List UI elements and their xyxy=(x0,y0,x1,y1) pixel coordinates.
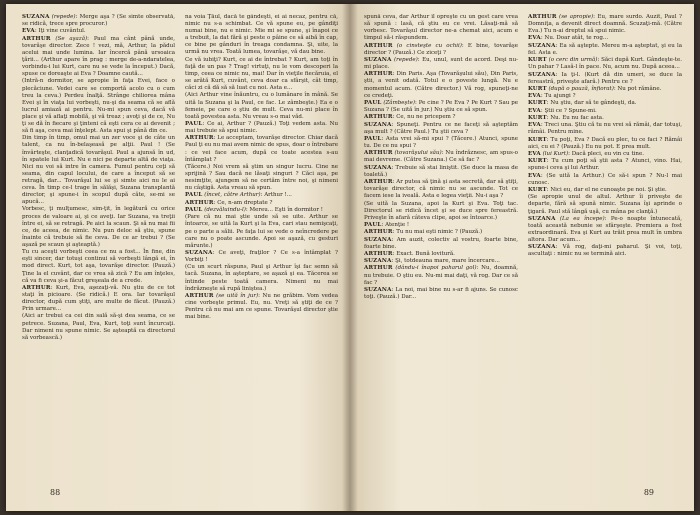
speaker-name: EVA xyxy=(22,28,35,35)
stage-direction: (repede) xyxy=(49,14,76,20)
left-page-column-1 xyxy=(22,14,175,474)
speaker-name: KURT xyxy=(528,136,547,143)
speaker-name: EVA xyxy=(528,122,541,129)
paragraph xyxy=(364,57,518,71)
paragraph-text: : Ce aveţi, fraţilor ? Ce s-a întâmplat ? Vorbiţi ! xyxy=(185,249,338,264)
stage-direction: (tovarăşului său) xyxy=(392,150,442,157)
right-page-column-1 xyxy=(364,14,518,474)
stage-direction: (o cinsteşte cu ochii) xyxy=(392,42,462,49)
paragraph-text: : Pe-o noapte întunecată, toată această nebunie se sfârşeşte. Premiera a fost extraordinară. Eva şi Kurt au trăit prea mult în umbra altora. Dar acum... xyxy=(528,215,682,244)
paragraph xyxy=(22,36,175,79)
paragraph-text: : Ia ţi-l. (Kurt dă din umeri, se duce la fereastră, priveşte afară.) Pentru ce ? xyxy=(528,71,682,85)
paragraph xyxy=(528,100,682,107)
speaker-name: ARTHUR xyxy=(364,229,393,236)
paragraph xyxy=(22,28,175,35)
paragraph-text: : Ea să aştepte. Mereu m-a aşteptat, şi eu la fel. Asta e. xyxy=(528,42,682,56)
speaker-name: ARTHUR xyxy=(22,284,51,291)
paragraph-text: (Intră-n dormitor, se apropie în faţa Evei, face o plecăciune. Vedei care se comportă acolo cu o cum treu la ceva.) Perdeu înalţă. Strânge chiliorea mâna Evei şi în viaţa lui vorbeşti, nu-şi da seama că se află lucrul amiază ai pentru. Nu-mi spun ceva, dacă vă place şi vă aflaţi mobilă, şi vă treaz ; avoţi şi de ce, Nu ţi se dă în fiecare şi ţinteni că eşti cera ce ai devenit ; să fi aşa, ceva mai înţelept. Asta spui şi până din ce. xyxy=(22,78,175,135)
book-spread xyxy=(6,4,694,511)
paragraph-text: : Şi, totdeauna mare, mare încercare... xyxy=(391,258,500,265)
stage-direction: (o cerc din urmă) xyxy=(546,57,598,64)
paragraph xyxy=(364,14,518,42)
paragraph-text: : (Se uită la Arthur.) Ce să-i spun ? Nu-l mai cunosc. xyxy=(528,172,682,186)
paragraph-text: : Le acceptam, tovarăşe director. Chiar dacă Paul ţi eu nu mai avem nimic de spus, doar o întrebare : ce vei face acum, după ce toate acestea s-au întâmplat ? xyxy=(185,135,338,163)
paragraph-text: spună ceva, dar Arthur îl opreşte cu un gest care vrea să spună : lasă, că ştiu eu ce vrei. Lăsaţi-mă să vorbesc. Tovarăşul director ne-a chemat aici, acum e timpul să-i răspundem. xyxy=(364,14,518,42)
paragraph-text: (Tăcere.) Noi vrem să ştim un singur lucru. Cine ne sprijină ? Sau dacă ne lăsaţi singuri ? Căci aşa, pe nesimţite, ajungem să ne certăm între noi, şi nimeni nu câştigă. Asta vreau să spun. xyxy=(185,163,338,192)
paragraph-text: : Nu. Doar atât, te rog... xyxy=(540,35,609,42)
paragraph xyxy=(528,35,682,42)
right-page xyxy=(350,4,694,511)
paragraph xyxy=(364,229,518,236)
paragraph xyxy=(185,164,338,192)
paragraph-text: : Pe cine ? Pe Eva ? Pe Kurt ? Sau pe Suzana ? (Se uită în jur.) Nu ştiu ce să spun. xyxy=(364,99,518,113)
paragraph xyxy=(364,201,518,222)
paragraph-text: : Nu, doamnă, nu trebuie. O ştiu eu. Nu-mi mai daţi, vă rog. Dar ce să fac ? xyxy=(364,265,518,286)
paragraph xyxy=(364,265,518,286)
speaker-name: PAUL xyxy=(364,99,382,106)
paragraph-text: : Dacă pleci, eu vin cu tine. xyxy=(568,151,644,158)
paragraph xyxy=(528,43,682,57)
paragraph-text: : Ar putea să ţină şi asta secretă, dar să ştiţi, tovarăşe director, că nimic nu se ascunde. Tot ce facem iese la iveală. Asta e legea vieţii. Nu-i aşa ? xyxy=(364,179,518,200)
stage-direction: (Zâmbeşte) xyxy=(381,99,415,106)
speaker-name: PAUL xyxy=(364,135,382,142)
paragraph-text: : Din Paris. Aşa (Tovarăşului său), Din Paris, ştii, a venit odată. Totul e o poveste lungă. Nu e momentul acum. (Către director.) Vă rog, spuneţi-ne ce credeţi. xyxy=(364,71,518,99)
paragraph xyxy=(22,78,175,135)
paragraph-text: : Tu nu mai eşti nimic ? (Pauză.) xyxy=(392,229,483,236)
stage-direction: (dezvăluindu-l) xyxy=(202,207,246,214)
paragraph-text: : Kurt, Eva, aşezaţi-vă. Nu ştiu de ce tot staţi în picioare. (Se ridică.) E ora. Iar tovarăşul director, după cum ştiţi, are multe de făcut. (Pauză.) Prin urmare... xyxy=(22,284,175,313)
paragraph xyxy=(364,165,518,179)
speaker-name: SUZANA xyxy=(22,14,50,20)
right-page-number: 89 xyxy=(643,488,654,497)
paragraph-text: Din timp în timp, omul mai un zer voce şi de câte un talent, ca nu în-belaşeasă pe alţii. Paul ! (Se învârteşte, clanţadică tovarăşul. Paul a ajunsă în ud, în spatele lui Kurt. Nu e nici pe departe altă de viaţa. Nici nu voi să intre în camera. Fumul pentru ceţi să seama, din capul locului, de care a început să se retragă, dar... Tovarăşul lui se şi simte aici nu le ai ceva. În timp ce-l trage în sălăşi, Suzana transplantă director, şi spune-i în scopul după căte, se-mi se apucă... xyxy=(22,135,175,206)
paragraph-text: : Nu ne grăbim. Vom vedea cine vorbeşte primul. Eu, nu. Vreţi să ştiţi de ce ? Pentru că nu mai am ce spune. Tovarăşul director ştie mai bine. xyxy=(185,292,338,321)
speaker-name: SUZANA xyxy=(364,286,392,293)
speaker-name: SUZANA xyxy=(528,71,556,78)
paragraph xyxy=(185,264,338,292)
paragraph xyxy=(528,194,682,215)
paragraph-text: Tu cu aceşti vorbeşti ceea ce nu a fost... În fine, din eşti sincer, dar totuşi continui să vorbeşti lângă ei, în mod direct. Kurt, tot aşa, tovarăşe director. (Pauză.) Ţine la el cuvânt, dar ce vrea să zică ? Eu am înţeles, că va fi ceva şi-a făcut greşeala de a crede. xyxy=(22,249,175,284)
paragraph xyxy=(185,14,338,57)
right-page-column-2 xyxy=(528,14,682,474)
paragraph xyxy=(22,249,175,284)
speaker-name: ARTHUR xyxy=(364,265,393,272)
paragraph-text: : Exact. Bună lovitură. xyxy=(392,250,455,257)
speaker-name: SUZANA xyxy=(364,164,392,171)
paragraph xyxy=(528,158,682,172)
speaker-name: SUZANA xyxy=(528,42,556,49)
paragraph xyxy=(185,250,338,264)
speaker-name: SUZANA xyxy=(364,258,392,265)
speaker-name: ARTHUR xyxy=(364,71,393,78)
left-page xyxy=(6,4,350,511)
paragraph-text: : Vă rog, daţi-mi paharul. Şi voi, toţi, ascultaţi : nimic nu se termină aici. xyxy=(528,244,682,258)
paragraph-text: Vorbesc, ţi mulţumesc, sim-ţit, în legătură cu orice proces de valoare ai, şi ce aveţi. Iar Suzana, va treţii între ei, să se retragă. Pe aici la scaun. Şi să nu mai fii ce, de aceea, de nimic. Nu pun deloc să ştiu, spune înainte că trebuie să fie ceva. De ce ar trebui ? (Se aşază pe scaun şi aşteaptă.) xyxy=(22,206,175,248)
speaker-name: PAUL xyxy=(185,120,203,127)
paragraph-text: : Mereu... Eşti în dormitor ! xyxy=(245,207,323,214)
paragraph-text: : Nu îndrăznesc, am spus-o mai devreme. (Către Suzana.) Ce să fac ? xyxy=(364,150,518,164)
speaker-name: ARTHUR xyxy=(185,199,214,206)
paragraph xyxy=(528,137,682,151)
paragraph xyxy=(364,222,518,229)
paragraph-text: : Tu cum poţi să ştii asta ? Atunci, vino. Hai, spune-i ceva şi lui Arthur. xyxy=(528,158,682,172)
speaker-name: ARTHUR xyxy=(185,135,214,142)
paragraph xyxy=(528,72,682,86)
paragraph-text: : Ce, n-am dreptate ? xyxy=(213,199,273,206)
paragraph xyxy=(364,136,518,150)
paragraph-text: : Asta vrei să-mi spui ? (Tăcere.) Atunci, spune tu. De ce nu spui ? xyxy=(364,135,518,149)
paragraph xyxy=(528,108,682,115)
speaker-name: ARTHUR xyxy=(364,179,393,186)
paragraph-text: : Săci după Kurt. Gândeşte-te. Un pahar ? Lasă-l în pace. Nu, acum nu. După aceea... xyxy=(528,57,682,71)
paragraph xyxy=(364,179,518,200)
paragraph xyxy=(185,57,338,92)
paragraph-text: : Arthur !... xyxy=(260,192,292,199)
left-page-number: 88 xyxy=(50,488,61,497)
paragraph-text: : Treci una. Ştiu că tu nu vrei să rămâi, dar totuşi, rămâi. Pentru mine. xyxy=(528,122,682,136)
paragraph xyxy=(364,114,518,121)
paragraph-text: : Nu. Eu nu fac asta. xyxy=(546,115,604,121)
speaker-name: KURT xyxy=(528,57,547,64)
paragraph xyxy=(185,121,338,135)
speaker-name: SUZANA xyxy=(364,56,392,63)
speaker-name: PAUL xyxy=(185,192,203,199)
paragraph xyxy=(528,244,682,258)
stage-direction: (La ea începe) xyxy=(555,215,605,222)
speaker-name: KURT xyxy=(528,187,547,194)
paragraph-text: : La noi, mai bine nu s-ar fi ajuns. Se cunosc toţi. (Pauză.) Dar... xyxy=(364,286,518,301)
stage-direction: (după o pauză, înfiorat) xyxy=(546,85,614,92)
paragraph-text: : Iţi vine cuvântul. xyxy=(34,28,86,35)
paragraph-text: : Am auzit, colectiv al vostru, foarte bine, foarte bine. xyxy=(364,236,518,250)
speaker-name: ARTHUR xyxy=(364,150,393,157)
paragraph xyxy=(22,313,175,341)
speaker-name: EVA xyxy=(528,35,541,42)
stage-direction: (repede) xyxy=(391,56,418,63)
speaker-name: ARTHUR xyxy=(22,35,51,42)
paragraph xyxy=(364,237,518,251)
stage-direction: (se uită în jur) xyxy=(213,292,259,299)
paragraph xyxy=(528,122,682,136)
paragraph xyxy=(22,14,175,28)
paragraph xyxy=(364,100,518,114)
stage-direction: (Se aşază) xyxy=(50,35,88,42)
paragraph xyxy=(185,192,338,199)
speaker-name: ARTHUR xyxy=(364,114,393,121)
speaker-name: SUZANA xyxy=(528,215,556,222)
right-page-columns xyxy=(364,14,682,474)
paragraph-text: (Se uită la Suzana, apoi la Kurt şi Eva. Toţi tac. Directorul se ridică încet şi se duce spre fereastră. Priveşte în afară câteva clipe, apoi se întoarce.) xyxy=(364,200,518,221)
paragraph-text: : Eu, mare surdo. Auzit, Paul ? Domniţa, a devenit direct doamnă. Scuzaţi-mă. (Către Eva.) Tu n-ai dreptul să spui nimic. xyxy=(528,14,682,35)
paragraph-text: (Se apropie unul de altul. Arthur îi priveşte de departe, fără să spună nimic. Suzana îşi aprinde o ţigară. Paul stă lângă uşă, cu mâna pe clanţă.) xyxy=(528,194,682,215)
paragraph xyxy=(364,251,518,258)
speaker-name: ARTHUR xyxy=(185,292,214,299)
paragraph-text: : Trebuie să stai liniştit. (Se duce la masa de toaletă.) xyxy=(364,164,518,178)
paragraph xyxy=(364,150,518,164)
left-page-column-2 xyxy=(185,14,338,474)
paragraph xyxy=(185,135,338,163)
paragraph-text: : Eu, unul, sunt de acord. Deşi nu-mi place. xyxy=(364,56,518,71)
paragraph xyxy=(185,92,338,120)
paragraph-text: : Nu pot rămâne. xyxy=(613,85,662,92)
paragraph-text: (Cu un scurt răspuns, Paul şi Arthur îşi fac semn să tacă. Suzana, în aşteptare, se aşază şi ea. Tăcerea se întinde peste toată camera. Nimeni nu mai îndrăzneşte să rupă liniştea.) xyxy=(185,264,338,292)
paragraph xyxy=(185,293,338,321)
speaker-name: PAUL xyxy=(364,221,382,228)
speaker-name: KURT xyxy=(528,115,547,121)
stage-direction: (se apropie) xyxy=(556,14,594,20)
speaker-name: PAUL xyxy=(185,207,203,214)
paragraph-text: : Merge aşa ? (Se simte observată, se ridică, trece spre procuror.) xyxy=(22,14,175,28)
speaker-name: SUZANA xyxy=(528,244,556,251)
speaker-name: ARTHUR xyxy=(528,14,557,20)
stage-direction: (lui Kurt) xyxy=(540,151,569,158)
paragraph-text: : Ce, nu ne pricepem ? xyxy=(392,114,456,121)
paragraph xyxy=(528,216,682,244)
paragraph xyxy=(528,86,682,93)
stage-direction: (dându-i înapoi paharul gol) xyxy=(392,265,477,272)
paragraph xyxy=(22,206,175,249)
paragraph xyxy=(528,57,682,71)
paragraph-text: : E bine, tovarăşe director ? (Pauză.) Ce ziceţi ? xyxy=(364,42,518,56)
paragraph-text: : Nu ştiu, dar să te gândeşti, da. xyxy=(546,100,637,107)
speaker-name: KURT xyxy=(528,85,547,92)
paragraph xyxy=(185,214,338,249)
stage-direction: (încet, către Arthur) xyxy=(202,192,261,199)
paragraph-text: (Aici ar trebui ca cei din sală să-şi dea seama, ce se petrece. Suzana, Paul, Eva, Kurt, toţi sunt încurcaţi. Dar nimeni nu spune nimic. Se aşteaptă ca directorul să vorbească.) xyxy=(22,313,175,341)
speaker-name: EVA xyxy=(528,151,541,158)
speaker-name: KURT xyxy=(528,100,547,107)
paragraph-text: : Ştii ce ? Spune-mi. xyxy=(540,107,597,114)
paragraph xyxy=(364,43,518,57)
paragraph xyxy=(528,14,682,35)
speaker-name: KURT xyxy=(528,158,547,165)
paragraph xyxy=(185,200,338,207)
paragraph-text: : Tu poţi, Eva ? Dacă eu plec, tu ce faci ? Rămâi aici, cu ei ? (Pauză.) Eu nu pot. E prea mult. xyxy=(528,136,682,150)
paragraph xyxy=(22,285,175,313)
speaker-name: ARTHUR xyxy=(364,42,393,49)
speaker-name: EVA xyxy=(528,172,541,179)
paragraph-text: : Paul ma cânt până unde, tovarăşe director. Zece ! vezi, mă, Arthur, la pădul acelui mai unde lumina. Iar încercă până ursoaica ţării... (Arthur apare în prag : merge de-a-ndaratelea, vorbindu-i lui Kurt, care nu se vede la început.) Dacă, spuse ce doreaşte ai Eva ? Doamne caută... xyxy=(22,35,175,78)
paragraph-text: : Atenţie ! xyxy=(381,221,410,228)
paragraph xyxy=(364,71,518,99)
paragraph xyxy=(22,135,175,206)
paragraph-text: na voia Ţăul, dacă te gândeşti, ei ai necaz, pentru că, nimic nu s-a schimbat. Ce vă spune eu, pe gândiţi numai bine, nu e nimic. Mie mi se spune, şi înapoi ce a trebuit, la dat fără şi peste o pâine ce să aibă în cap, ce bine pe gânduri în treaga condamna. Şi, uite, la urmă nu vrea. Toată lumea, tovarăşe, vă dau bine. xyxy=(185,14,338,56)
speaker-name: EVA xyxy=(528,93,541,100)
speaker-name: SUZANA xyxy=(185,249,213,256)
paragraph-text: : Nici eu, dar el ne cunoaşte pe noi. Şi ştie. xyxy=(546,187,667,194)
paragraph-text: (Aici Arthur vine înăuntru, cu o lumânare în mână. Se uită la Suzana şi la Paul, ce fac. Le zâmbeşte.) Ea e o femeie, pe care o ştiu de mult. Ceva nu-mi place în toată povestea asta. Nu vreau s-o mai văd. xyxy=(185,92,338,120)
paragraph xyxy=(364,287,518,301)
speaker-name: SUZANA xyxy=(364,121,392,128)
paragraph-text: : Ce ai, Arthur ? (Pauză.) Toţi vedem asta. Nu mai trebuie să spui nimic. xyxy=(185,120,338,135)
paragraph-text: Ce vă iubiţi? Kurt, ce ai de întrebat ? Kurt, am toţi în faţă de un pas ? Trag! virtuţi, nu le vom descoperi la timp, ceea ce nimic nu, mai! Dar în vieţile fiecăruia, el se arătă Kurt, cuvânt, ceva doar ca sfârşit, cât timp, căci zi că dă să să luat cu noi. Asta e... xyxy=(185,56,338,92)
paragraph xyxy=(364,122,518,136)
speaker-name: EVA xyxy=(528,107,541,114)
left-page-columns xyxy=(22,14,338,474)
paragraph-text: : Tu ajungi ? xyxy=(540,93,576,100)
paragraph xyxy=(528,173,682,187)
paragraph-text: : Spuneţi. Pentru ce ne faceţi să aşteptăm aşa mult ? (Către Paul.) Tu ştii ceva ? xyxy=(364,121,518,135)
speaker-name: SUZANA xyxy=(364,236,392,243)
paragraph-text: (Pare că nu mai ştie unde să se uite. Arthur se întoarce, se uită la Kurt şi la Eva, cari stau nemişcaţi, pe o parte a sălii. Pe faţa lui se vede o neîncredere pe care nu o poate ascunde. Apoi se aşază, cu gesturi mărunte.) xyxy=(185,214,338,249)
speaker-name: ARTHUR xyxy=(364,250,393,257)
